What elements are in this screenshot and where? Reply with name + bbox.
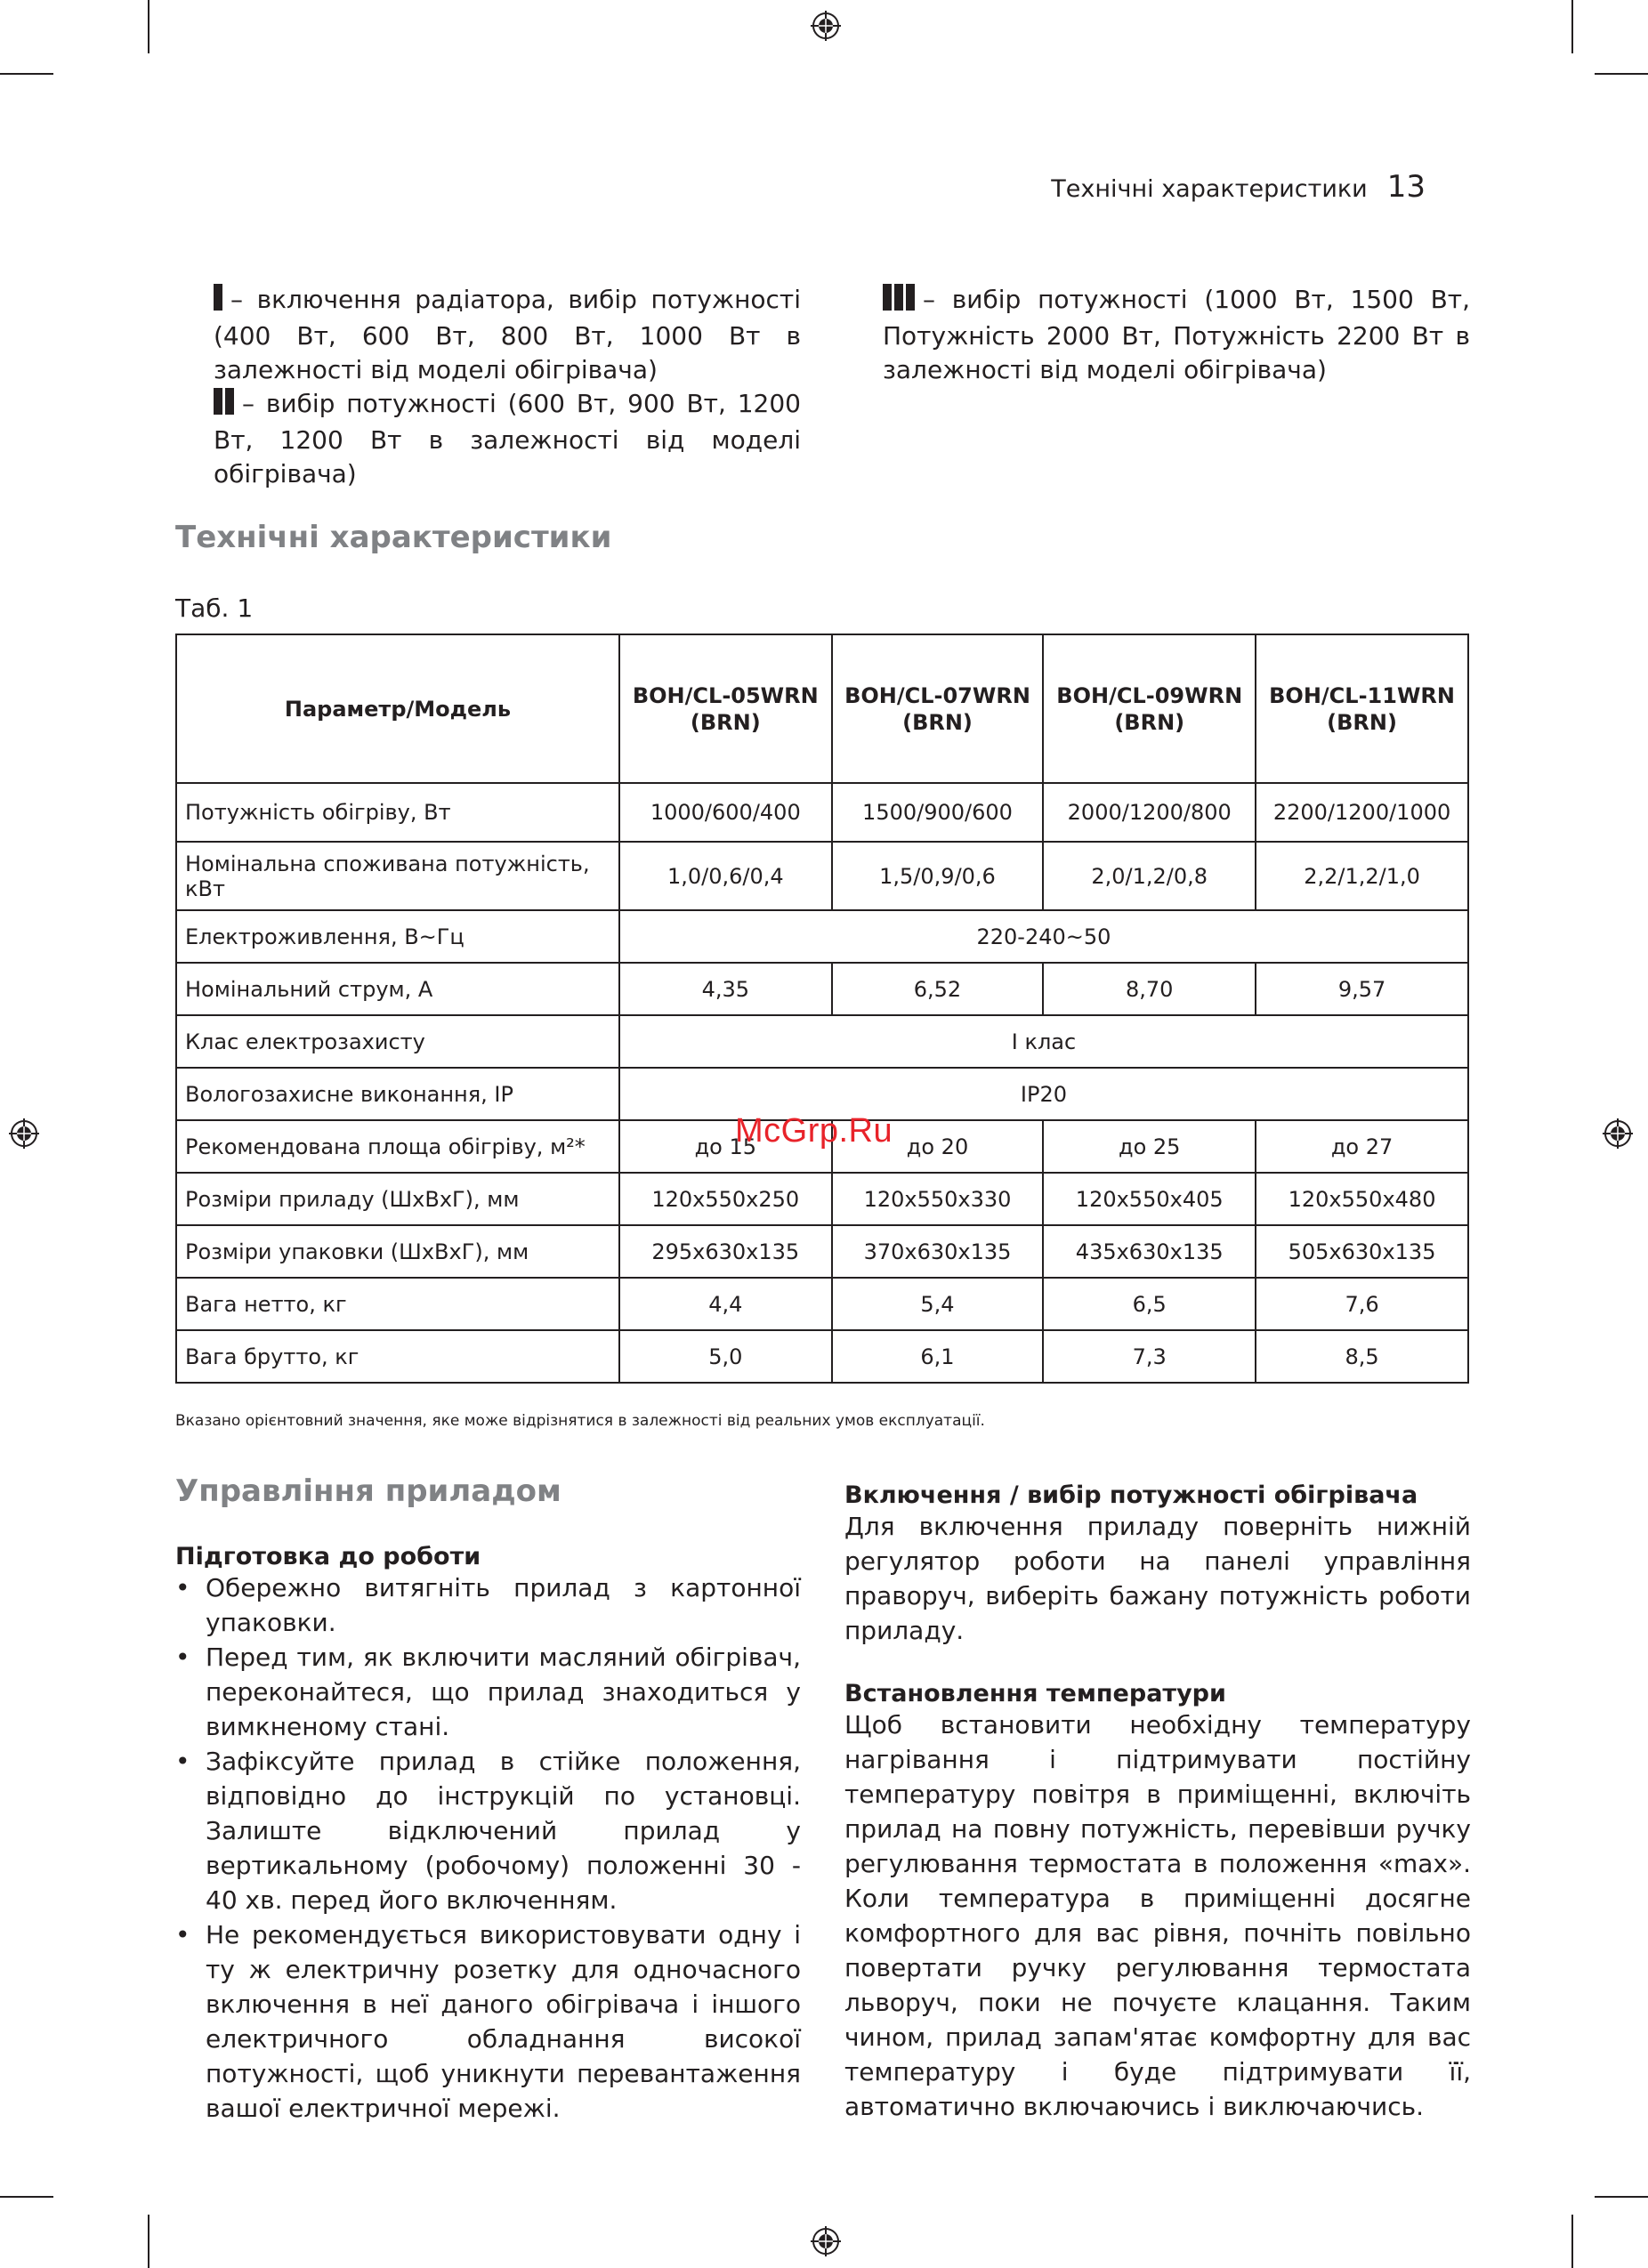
table-cell: 8,5 xyxy=(1256,1330,1468,1383)
table-cell: Клас електрозахисту xyxy=(176,1015,619,1068)
table-label: Таб. 1 xyxy=(175,593,254,623)
table-cell: 1500/900/600 xyxy=(832,783,1044,842)
mode-1-description xyxy=(214,283,801,387)
model-header: BOH/CL-09WRN (BRN) xyxy=(1043,634,1256,783)
prep-list xyxy=(175,1570,801,2126)
table-cell: 6,52 xyxy=(832,963,1044,1015)
table-cell: 1,5/0,9/0,6 xyxy=(832,842,1044,910)
crop-mark xyxy=(1571,0,1573,53)
table-cell: IP20 xyxy=(619,1068,1468,1120)
table-cell: I клас xyxy=(619,1015,1468,1068)
table-cell: 6,1 xyxy=(832,1330,1044,1383)
table-cell: 2200/1200/1000 xyxy=(1256,783,1468,842)
model-header: BOH/CL-07WRN (BRN) xyxy=(832,634,1044,783)
table-cell: до 27 xyxy=(1256,1120,1468,1173)
table-cell: Вага нетто, кг xyxy=(176,1278,619,1330)
page-number: 13 xyxy=(1386,169,1426,205)
table-cell: до 25 xyxy=(1043,1120,1256,1173)
control-heading: Управління приладом xyxy=(175,1473,561,1509)
table-cell: 120x550x250 xyxy=(619,1173,832,1225)
table-cell: Вага брутто, кг xyxy=(176,1330,619,1383)
control-section-right xyxy=(844,1481,1471,2124)
table-cell: 5,4 xyxy=(832,1278,1044,1330)
table-cell: 220-240~50 xyxy=(619,910,1468,963)
specs-table xyxy=(175,634,1469,1384)
table-row xyxy=(176,783,1468,842)
mode-1-bars-icon xyxy=(214,284,225,319)
list-item: • Зафіксуйте прилад в стійке положення, відповідно до інструкцій по установці. Залиште відключений прилад у вертикальному (робочому) положенні 30 - 40 хв. перед його включенням. xyxy=(175,1744,801,1917)
power-text: Для включення приладу поверніть нижній регулятор роботи на панелі управління праворуч, виберіть бажану потужність роботи приладу. xyxy=(844,1512,1471,1645)
control-section-left xyxy=(175,1473,801,2126)
running-header xyxy=(1051,169,1426,205)
table-cell: Вологозахисне виконання, IP xyxy=(176,1068,619,1120)
table-row xyxy=(176,910,1468,963)
table-cell: 1,0/0,6/0,4 xyxy=(619,842,832,910)
crop-mark xyxy=(148,2215,149,2268)
table-header-row xyxy=(176,634,1468,783)
registration-mark-icon xyxy=(9,1118,39,1149)
table-cell: 8,70 xyxy=(1043,963,1256,1015)
table-cell: Номінальний струм, А xyxy=(176,963,619,1015)
table-cell: 120x550x480 xyxy=(1256,1173,1468,1225)
table-cell: до 20 xyxy=(832,1120,1044,1173)
power-heading: Включення / вибір потужності обігрівача xyxy=(844,1481,1418,1509)
table-cell: 1000/600/400 xyxy=(619,783,832,842)
table-cell: до 15 xyxy=(619,1120,832,1173)
list-item: • Не рекомендується використовувати одну і ту ж електричну розетку для одночасного включення в неї даного обігрівача і іншого електричного обладнання високої потужності, щоб уникнути перевантаження вашої електричної мережі. xyxy=(175,1917,801,2126)
table-row xyxy=(176,1330,1468,1383)
table-row xyxy=(176,1015,1468,1068)
table-cell: 4,35 xyxy=(619,963,832,1015)
table-cell: 9,57 xyxy=(1256,963,1468,1015)
crop-mark xyxy=(0,2196,53,2198)
mode-3-bars-icon xyxy=(883,284,917,319)
table-cell: 435x630x135 xyxy=(1043,1225,1256,1278)
mode-2-description xyxy=(214,387,801,491)
registration-mark-icon xyxy=(811,11,841,41)
table-cell: 2000/1200/800 xyxy=(1043,783,1256,842)
crop-mark xyxy=(148,0,149,53)
mode-2-text: – вибір потужності (600 Вт, 900 Вт, 1200 Вт, 1200 Вт в залежності від моделі обігрівача) xyxy=(214,389,801,488)
table-cell: Розміри приладу (ШхВхГ), мм xyxy=(176,1173,619,1225)
table-row xyxy=(176,1278,1468,1330)
table-row xyxy=(176,1173,1468,1225)
table-cell: 5,0 xyxy=(619,1330,832,1383)
running-header-title: Технічні характеристики xyxy=(1051,175,1368,203)
table-cell: 2,2/1,2/1,0 xyxy=(1256,842,1468,910)
mode-1-text: – включення радіатора, вибір потужності (400 Вт, 600 Вт, 800 Вт, 1000 Вт в залежності від моделі обігрівача) xyxy=(214,285,801,384)
mode-2-bars-icon xyxy=(214,388,237,424)
mode-3-text: – вибір потужності (1000 Вт, 1500 Вт, Потужність 2000 Вт, Потужність 2200 Вт в залежності від моделі обігрівача) xyxy=(883,285,1470,384)
table-cell: 120x550x405 xyxy=(1043,1173,1256,1225)
table-cell: 370x630x135 xyxy=(832,1225,1044,1278)
table-row xyxy=(176,842,1468,910)
crop-mark xyxy=(1595,2196,1648,2198)
table-cell: Електроживлення, В~Гц xyxy=(176,910,619,963)
table-cell: Рекомендована площа обігріву, м²* xyxy=(176,1120,619,1173)
list-item: • Перед тим, як включити масляний обігрівач, переконайтеся, що прилад знаходиться у вимкненому стані. xyxy=(175,1640,801,1744)
model-header: BOH/CL-05WRN (BRN) xyxy=(619,634,832,783)
prep-heading: Підготовка до роботи xyxy=(175,1543,481,1570)
model-header: BOH/CL-11WRN (BRN) xyxy=(1256,634,1468,783)
param-header: Параметр/Модель xyxy=(176,634,619,783)
registration-mark-icon xyxy=(811,2226,841,2256)
registration-mark-icon xyxy=(1603,1118,1633,1149)
list-item: • Обережно витягніть прилад з картонної упаковки. xyxy=(175,1570,801,1640)
table-row xyxy=(176,963,1468,1015)
table-cell: 295x630x135 xyxy=(619,1225,832,1278)
table-footnote: Вказано орієнтовний значення, яке може відрізнятися в залежності від реальних умов експлуатації. xyxy=(175,1412,985,1430)
watermark: McGrp.Ru xyxy=(735,1112,893,1150)
table-cell: 7,3 xyxy=(1043,1330,1256,1383)
table-cell: 505x630x135 xyxy=(1256,1225,1468,1278)
crop-mark xyxy=(1571,2215,1573,2268)
crop-mark xyxy=(0,73,53,75)
mode-description-right xyxy=(883,283,1470,387)
table-cell: 4,4 xyxy=(619,1278,832,1330)
table-cell: Номінальна споживана потужність, кВт xyxy=(176,842,619,910)
mode-description-left xyxy=(214,283,801,491)
table-cell: 6,5 xyxy=(1043,1278,1256,1330)
table-cell: 120x550x330 xyxy=(832,1173,1044,1225)
table-cell: 7,6 xyxy=(1256,1278,1468,1330)
temp-text: Щоб встановити необхідну температуру нагрівання і підтримувати постійну температуру повітря в приміщенні, включіть прилад на повну потужність, перевівши ручку регулювання термостата в положення «max». Коли температура в приміщенні досягне комфортного для вас рівня, почніть повільно повертати ручку регулювання термостата льворуч, поки не почуєте клацання. Таким чином, прилад запам'ятає комфортну для вас температуру і буде підтримувати її, автоматично включаючись і виключаючись. xyxy=(844,1710,1471,2121)
temp-heading: Встановлення температури xyxy=(844,1680,1226,1707)
table-cell: 2,0/1,2/0,8 xyxy=(1043,842,1256,910)
table-cell: Розміри упаковки (ШхВхГ), мм xyxy=(176,1225,619,1278)
table-cell: Потужність обігріву, Вт xyxy=(176,783,619,842)
specs-heading: Технічні характеристики xyxy=(175,520,612,555)
crop-mark xyxy=(1595,73,1648,75)
table-row xyxy=(176,1225,1468,1278)
